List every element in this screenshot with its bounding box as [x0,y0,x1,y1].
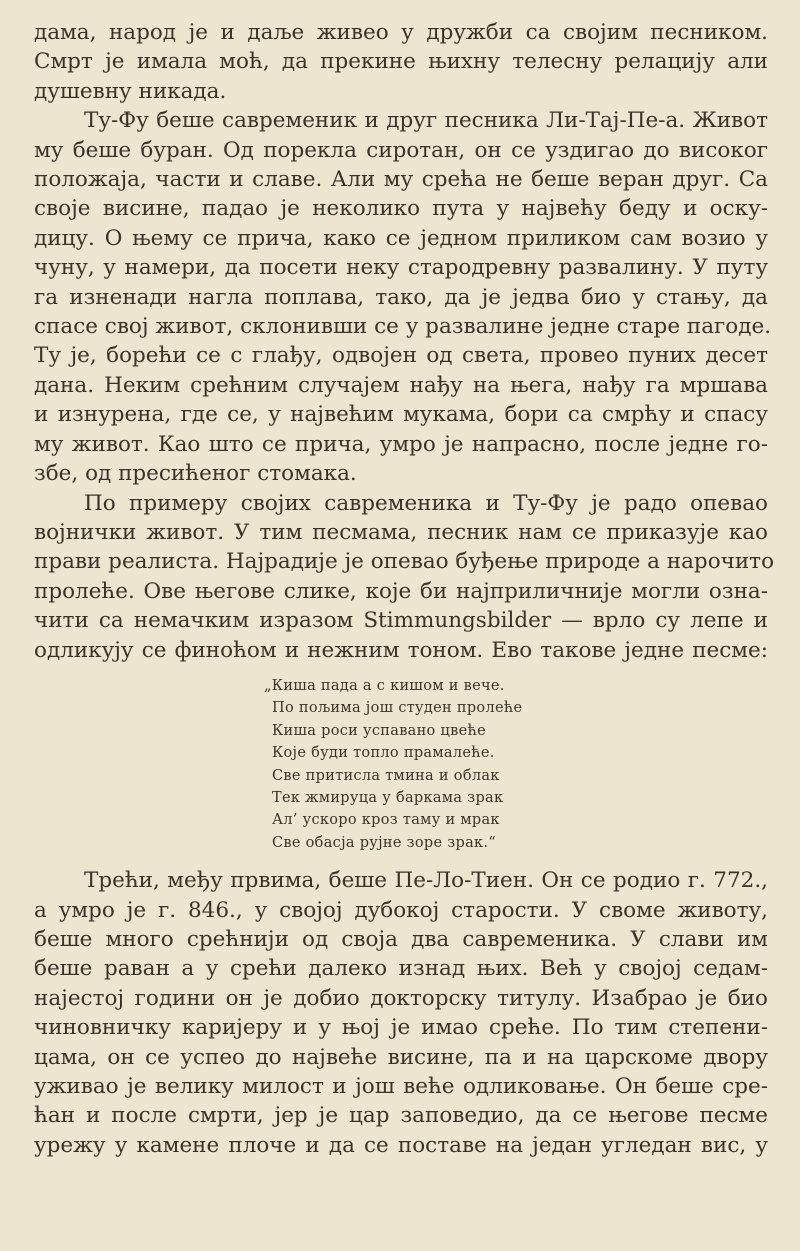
poem-line: Тек жмируца у баркама зрак [272,789,504,806]
text-line: а умро је г. 846., у својој дубокој старости. У своме животу, [34,897,768,923]
text-line: беше много срећнији од своја два савременика. У слави им [34,927,768,952]
text-line: душевну никада. [34,78,227,104]
poem [264,675,768,854]
text-line: дама, народ је и даље живео у дружби са својим песником. [34,20,768,45]
text-line: ћан и после смрти, јер је цар заповедио, да се његове песме [34,1103,768,1129]
text-line: Ту је, борећи се с глађу, одвојен од света, провео пуних десет [34,343,768,369]
text-line: одликују се финоћом и нежним тоном. Ево такове једне песме: [34,637,768,663]
paragraph-2 [34,106,772,488]
text-line: уживао је велику милост и још веће одликовање. Он беше сре- [34,1074,768,1100]
text-line: спасе свој живот, склонивши се у развалине једне старе пагоде. [34,314,772,340]
poem-line: „Киша пада а с кишом и вече. [264,677,505,694]
text-line: збе, од пресићеног стомака. [34,461,357,487]
poem-line: Које буди топло прамалеће. [272,745,495,762]
paragraph-3 [34,489,775,665]
text-line: прави реалиста. Најрадије је опевао буђење природе а нарочито [34,549,775,575]
text-line: војнички живот. У тим песмама, песник нам се приказује као [34,519,768,545]
poem-line: Све обасја рујне зоре зрак.“ [272,834,497,851]
poem-line: Све притисла тмина и облак [272,767,500,784]
text-line: дана. Неким срећним случајем нађу на њега, нађу га мршава [34,372,768,398]
text-line: чити са немачким изразом Stimmungsbilder — врло су лепе и [34,608,768,634]
text-line: пролеће. Ове његове слике, које би најприличније могли озна- [34,578,768,604]
text-line: положаја, части и славе. Али му срећа не беше веран друг. Са [34,167,768,193]
paragraph-4 [34,866,768,1160]
text-line: и изнурена, где се, у највећим мукама, бори са смрћу и спасу [34,402,768,428]
paragraph-1 [34,18,768,106]
text-line: дицу. О њему се прича, како се једном приликом сам возио у [34,225,768,251]
text-line: урежу у камене плоче и да се поставе на један угледан вис, у [34,1132,768,1158]
text-line: му живот. Као што се прича, умро је напрасно, после једне го- [34,431,768,457]
text-line: беше раван а у срећи далеко изнад њих. Већ у својој седам- [34,956,768,982]
poem-line: Ал’ ускоро кроз таму и мрак [272,812,500,829]
poem-line: По пољима још студен пролеће [272,700,523,717]
text-line: чуну, у намери, да посети неку стародревну развалину. У путу [34,255,768,281]
text-line: Трећи, међу првима, беше Пе-Ло-Тиен. Он се родио г. 772., [84,868,768,894]
poem-line: Киша роси успавано цвеће [272,722,486,739]
text-line: цама, он се успео до највеће висине, па и на царскоме двору [34,1044,768,1070]
text-line: своје висине, падао је неколико пута у највећу беду и оску- [34,196,768,222]
text-line: најестој години он је добио докторску титулу. Изабрао је био [34,985,768,1011]
text-line: Смрт је имала моћ, да прекине њихну телесну релацију али [34,49,768,75]
text-line: Ту-Фу беше савременик и друг песника Ли-Тај-Пе-а. Живот [84,108,768,134]
text-line: По примеру својих савременика и Ту-Фу је радо опевао [84,490,768,516]
text-line: чиновничку каријеру и у њој је имао среће. По тим степени- [34,1015,768,1041]
book-page [34,18,775,1160]
text-line: му беше буран. Од порекла сиротан, он се уздигао до високог [34,137,768,163]
text-line: га изненади нагла поплава, тако, да је једва био у стању, да [34,284,768,310]
